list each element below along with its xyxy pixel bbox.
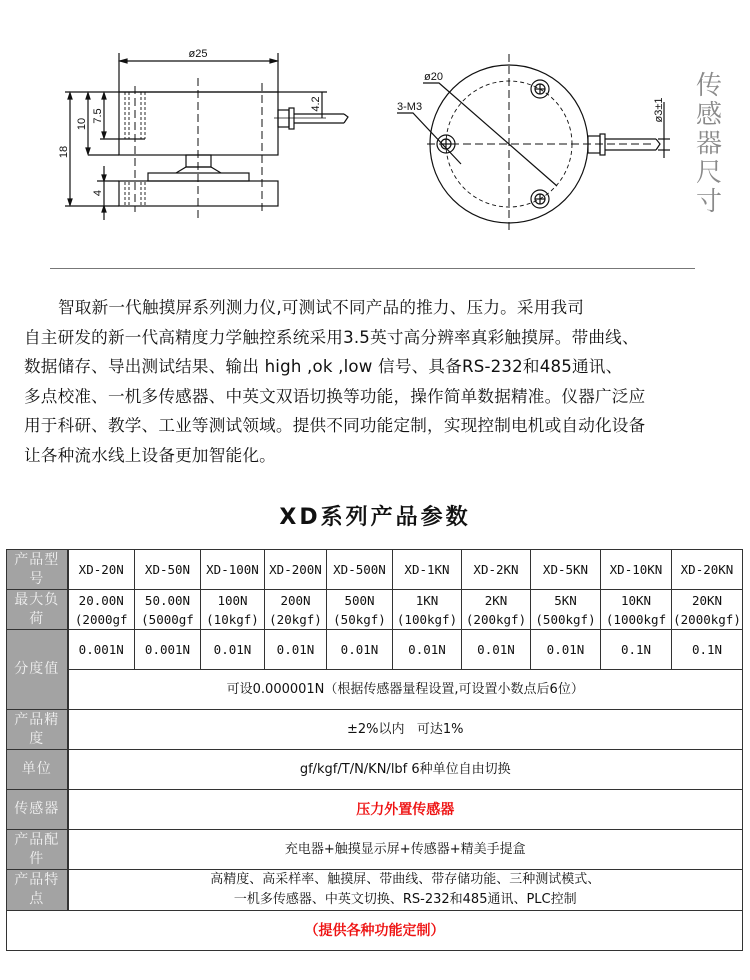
table-row-features (7, 870, 743, 911)
title-char: 传 (695, 71, 722, 101)
table-row-division (7, 630, 743, 670)
load-newton: 2KN (484, 592, 508, 608)
top-view-drawing (397, 54, 670, 232)
division-cell: 0.001N (135, 630, 201, 670)
row-label-model: 产品型号 (7, 550, 68, 590)
model-cell: XD-200N (265, 550, 327, 590)
row-label-max-load: 最大负荷 (7, 590, 68, 630)
load-newton: 100N (217, 592, 248, 608)
row-label-features: 产品特点 (7, 870, 68, 911)
max-load-cell (201, 590, 265, 630)
arrow-icon (68, 199, 72, 205)
load-gf: (500kgf) (535, 611, 596, 627)
load-newton: 200N (280, 592, 311, 608)
spec-table-title: XD系列产品参数 (279, 505, 471, 530)
load-newton: 20KN (691, 592, 723, 608)
load-newton: 5KN (554, 592, 577, 608)
load-gf: (5000gf (141, 611, 194, 627)
technical-drawing (0, 0, 750, 260)
load-gf: (20kgf) (269, 611, 322, 627)
division-cell: 0.01N (462, 630, 531, 670)
model-cell: XD-1KN (393, 550, 462, 590)
title-char: 寸 (695, 187, 722, 217)
description-line: 多点校准、一机多传感器、中英文双语切换等功能，操作简单数据精准。仪器广泛应 (24, 386, 646, 406)
model-cell: XD-100N (201, 550, 265, 590)
row-label-unit: 单位 (7, 750, 68, 790)
side-view-drawing (58, 48, 348, 222)
title-char: 尺 (695, 158, 722, 188)
product-description (24, 293, 730, 470)
arrow-icon (102, 175, 106, 181)
description-line: 数据储存、导出测试结果、输出 high ,ok ,low 信号、具备RS-232和485通讯、 (24, 357, 623, 376)
arrow-icon (120, 59, 127, 63)
load-gf: (100kgf) (396, 611, 458, 627)
division-cell: 0.01N (327, 630, 393, 670)
division-cell: 0.1N (672, 630, 743, 670)
description-line: 智取新一代触摸屏系列测力仪,可测试不同产品的推力、压力。采用我司 (58, 298, 585, 317)
arrow-icon (102, 206, 106, 212)
accuracy-cell: ±2%以内 可达1% (68, 710, 743, 750)
centerlines (135, 78, 262, 222)
model-cell: XD-5KN (531, 550, 601, 590)
max-load-cell (462, 590, 531, 630)
description-line: 自主研发的新一代高精度力学触控系统采用3.5英寸高分辨率真彩触摸屏。带曲线、 (24, 327, 639, 347)
model-cell: XD-20N (68, 550, 135, 590)
title-char: 感 (695, 100, 722, 130)
sensor-cell: 压力外置传感器 (68, 790, 743, 830)
dim-label-cable: ø3±1 (653, 97, 665, 123)
model-cell: XD-500N (327, 550, 393, 590)
section-divider (50, 268, 695, 269)
dim-label-18: 18 (58, 145, 70, 159)
max-load-cell (393, 590, 462, 630)
max-load-cell (672, 590, 743, 630)
division-cell: 0.1N (601, 630, 672, 670)
table-row-division-note (7, 670, 743, 710)
title-char: 器 (695, 129, 722, 159)
arrow-icon (270, 59, 277, 63)
division-cell: 0.01N (265, 630, 327, 670)
load-newton: 500N (344, 592, 375, 608)
cable-gland (278, 110, 289, 127)
max-load-cell (531, 590, 601, 630)
table-row-accuracy (7, 710, 743, 750)
table-row-accessories (7, 830, 743, 870)
division-cell: 0.01N (531, 630, 601, 670)
load-newton: 20.00N (78, 592, 124, 608)
description-line: 用于科研、教学、工业等测试领域。提供不同功能定制，实现控制电机或自动化设备 (24, 416, 646, 435)
table-row-sensor (7, 790, 743, 830)
load-newton: 50.00N (144, 592, 191, 608)
cable-nut (289, 108, 294, 129)
load-gf: (10kgf) (206, 611, 259, 627)
division-cell: 0.01N (393, 630, 462, 670)
load-gf: (200kgf) (465, 611, 527, 627)
dim-label-bolt-circle: ø20 (424, 71, 443, 83)
dim-label-10: 10 (76, 117, 88, 131)
max-load-cell (265, 590, 327, 630)
row-label-accessories: 产品配件 (7, 830, 68, 870)
features-cell (68, 870, 743, 911)
row-label-sensor: 传感器 (7, 790, 68, 830)
max-load-cell (68, 590, 135, 630)
arrow-icon (102, 132, 106, 138)
load-newton: 10KN (620, 592, 652, 608)
features-line: 高精度、高采样率、触摸屏、带曲线、带存储功能、三种测试模式、 (210, 872, 601, 887)
sensor-dimensions-title (694, 72, 724, 217)
custom-function-note: （提供各种功能定制） (7, 911, 743, 951)
model-cell: XD-50N (135, 550, 201, 590)
dim-label-7-5: 7.5 (92, 108, 104, 124)
dim-label-4-2: 4.2 (310, 96, 322, 112)
arrow-icon (86, 93, 90, 99)
cable-end (344, 114, 348, 123)
dim-label-diameter-25: ø25 (188, 48, 208, 60)
dim-label-4: 4 (92, 189, 104, 197)
max-load-cell (135, 590, 201, 630)
table-row-model (7, 550, 743, 590)
model-cell: XD-10KN (601, 550, 672, 590)
accessories-cell: 充电器+触摸显示屏+传感器+精美手提盒 (68, 830, 743, 870)
load-gf: (1000kgf (605, 611, 667, 627)
table-row-footer (7, 911, 743, 951)
arrow-icon (68, 93, 72, 99)
max-load-cell (601, 590, 672, 630)
division-note-cell: 可设0.000001N（根据传感器量程设置,可设置小数点后6位） (68, 670, 743, 710)
model-cell: XD-2KN (462, 550, 531, 590)
dim-label-holes: 3-M3 (397, 101, 423, 113)
unit-cell: gf/kgf/T/N/KN/lbf 6种单位自由切换 (68, 750, 743, 790)
description-line: 让各种流水线上设备更加智能化。 (24, 445, 276, 465)
load-gf: (2000kgf) (673, 611, 741, 627)
row-label-accuracy: 产品精度 (7, 710, 68, 750)
model-cell: XD-20KN (672, 550, 743, 590)
mounting-hole (531, 80, 549, 98)
features-line: 一机多传感器、中英文切换、RS-232和485通讯、PLC控制 (233, 892, 577, 907)
arrow-icon (86, 148, 90, 154)
row-label-division: 分度值 (7, 630, 68, 710)
mounting-hole (531, 190, 549, 208)
cable-end (656, 139, 660, 150)
leader-bolt-circle (423, 83, 557, 186)
spec-table (6, 549, 743, 951)
division-cell: 0.01N (201, 630, 265, 670)
arrow-icon (102, 93, 106, 99)
load-gf: (50kgf) (333, 611, 386, 627)
max-load-cell (327, 590, 393, 630)
table-row-max-load (7, 590, 743, 630)
sensor-dimension-drawings (0, 0, 750, 260)
leader-holes (397, 113, 461, 164)
division-cell: 0.001N (68, 630, 135, 670)
load-newton: 1KN (415, 592, 439, 608)
load-gf: (2000gf (74, 611, 128, 627)
table-row-unit (7, 750, 743, 790)
